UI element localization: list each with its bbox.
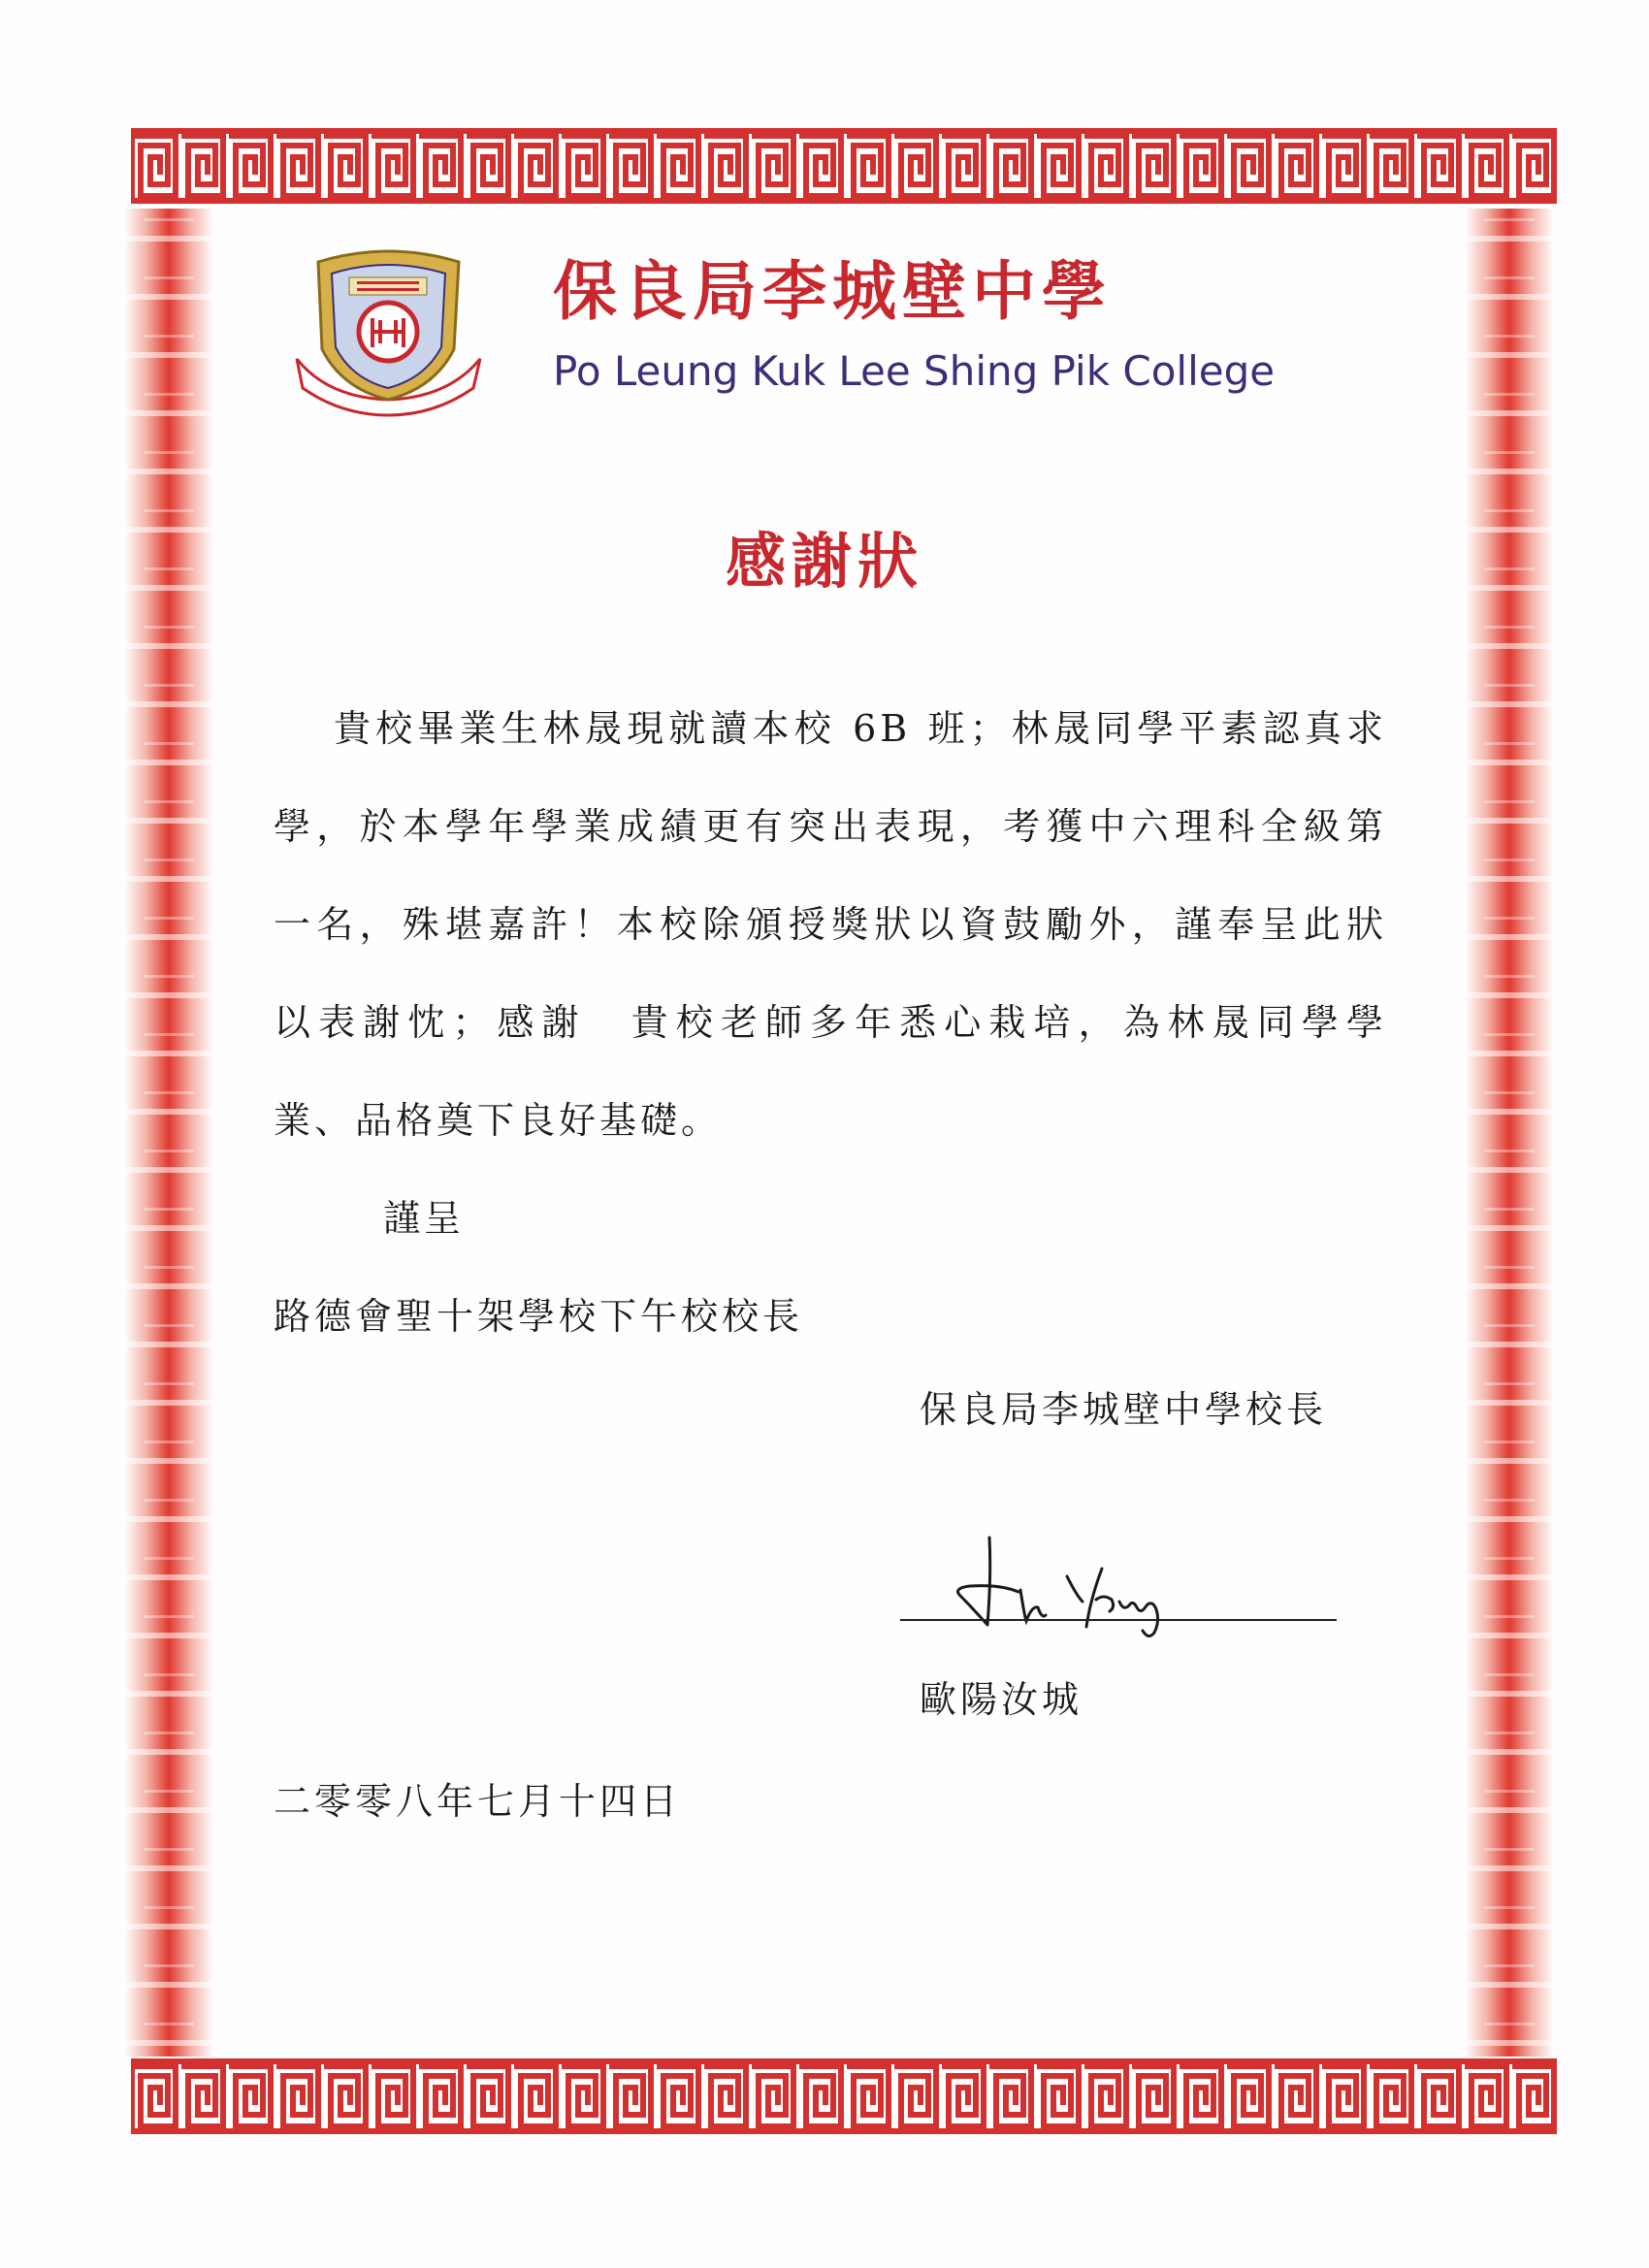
body-line-5: 業、品格奠下良好基礎。 (274, 1099, 723, 1142)
school-name-chinese: 保良局李城壁中學 (553, 254, 1112, 329)
right-border-pillar (1465, 209, 1554, 2057)
handwritten-signature (931, 1518, 1203, 1644)
body-line-3: 一名，殊堪嘉許！本校除頒授獎狀以資鼓勵外，謹奉呈此狀 (274, 903, 1387, 946)
top-border-pattern (131, 128, 1557, 204)
signature-line (900, 1619, 1337, 1621)
school-name-english: Po Leung Kuk Lee Shing Pik College (553, 347, 1276, 395)
recipient-title: 路德會聖十架學校下午校校長 (274, 1295, 804, 1338)
left-border-pillar (124, 209, 213, 2057)
school-crest-icon (289, 243, 488, 417)
signer-name: 歐陽汝城 (920, 1678, 1083, 1721)
sender-title: 保良局李城壁中學校長 (920, 1388, 1328, 1431)
respectfully-presented: 謹呈 (383, 1197, 466, 1240)
body-line-2: 學，於本學年學業成績更有突出表現，考獲中六理科全級第 (274, 805, 1387, 848)
bottom-border-pattern (131, 2058, 1557, 2134)
issue-date: 二零零八年七月十四日 (274, 1780, 682, 1823)
body-line-1: 貴校畢業生林晟現就讀本校 6B 班；林晟同學平素認真求 (334, 707, 1387, 750)
body-line-4: 以表謝忱；感謝 貴校老師多年悉心栽培，為林晟同學學 (274, 1001, 1387, 1044)
certificate-title: 感謝狀 (725, 526, 923, 597)
